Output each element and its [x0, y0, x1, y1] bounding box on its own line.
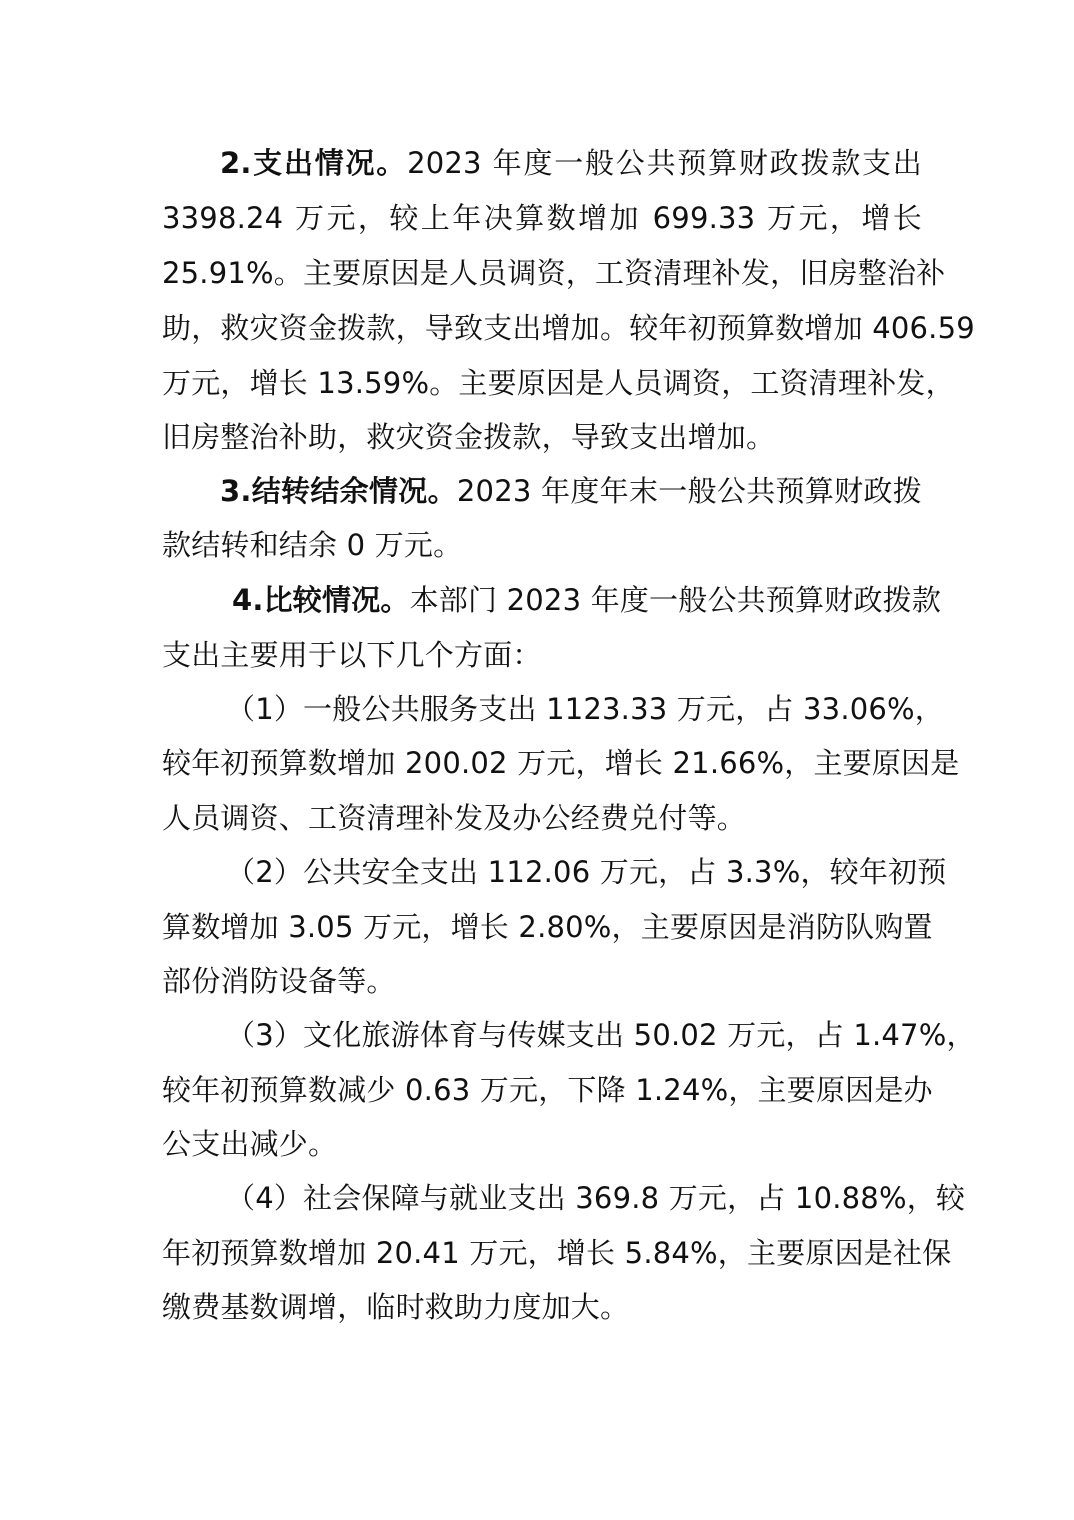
section-4-first-line [232, 582, 942, 618]
item-1-line-3: 人员调资、工资清理补发及办公经费兑付等。 [162, 801, 747, 835]
section-4-line-2: 支出主要用于以下几个方面： [162, 638, 542, 672]
section-2-title: 2.支出情况。 [220, 146, 408, 180]
section-2-line-3: 25.91%。主要原因是人员调资，工资清理补发，旧房整治补 [162, 256, 946, 290]
item-1-line-1: （1）一般公共服务支出 1123.33 万元，占 33.06%， [226, 692, 945, 726]
item-4-line-1: （4）社会保障与就业支出 369.8 万元，占 10.88%，较 [226, 1181, 966, 1215]
section-3-line-2: 款结转和结余 0 万元。 [162, 528, 463, 562]
item-2-line-1: （2）公共安全支出 112.06 万元，占 3.3%，较年初预 [226, 855, 947, 889]
section-3-title: 3.结转结余情况。 [220, 474, 457, 508]
section-3-first-line [220, 473, 922, 509]
item-1-line-2: 较年初预算数增加 200.02 万元，增长 21.66%，主要原因是 [162, 746, 960, 780]
item-3-line-1: （3）文化旅游体育与传媒支出 50.02 万元，占 1.47%， [226, 1018, 976, 1052]
section-3-line-1: 2023 年度年末一般公共预算财政拨 [456, 474, 922, 508]
section-2-line-2: 3398.24 万元，较上年决算数增加 699.33 万元，增长 [162, 201, 922, 235]
section-4-line-1: 本部门 2023 年度一般公共预算财政拨款 [409, 583, 942, 617]
item-3-line-3: 公支出减少。 [162, 1127, 338, 1161]
section-2-first-line [220, 145, 922, 181]
section-4-title: 4.比较情况。 [232, 583, 410, 617]
item-4-line-2: 年初预算数增加 20.41 万元，增长 5.84%，主要原因是社保 [162, 1236, 952, 1270]
item-4-line-3: 缴费基数调增，临时救助力度加大。 [162, 1290, 630, 1324]
section-2-line-6: 旧房整治补助，救灾资金拨款，导致支出增加。 [162, 420, 776, 454]
item-2-line-3: 部份消防设备等。 [162, 964, 396, 998]
section-2-line-4: 助，救灾资金拨款，导致支出增加。较年初预算数增加 406.59 [162, 311, 975, 345]
item-3-line-2: 较年初预算数减少 0.63 万元，下降 1.24%，主要原因是办 [162, 1073, 933, 1107]
item-2-line-2: 算数增加 3.05 万元，增长 2.80%，主要原因是消防队购置 [162, 910, 933, 944]
section-2-line-1: 2023 年度一般公共预算财政拨款支出 [407, 146, 922, 180]
section-2-line-5: 万元，增长 13.59%。主要原因是人员调资，工资清理补发， [162, 366, 955, 400]
